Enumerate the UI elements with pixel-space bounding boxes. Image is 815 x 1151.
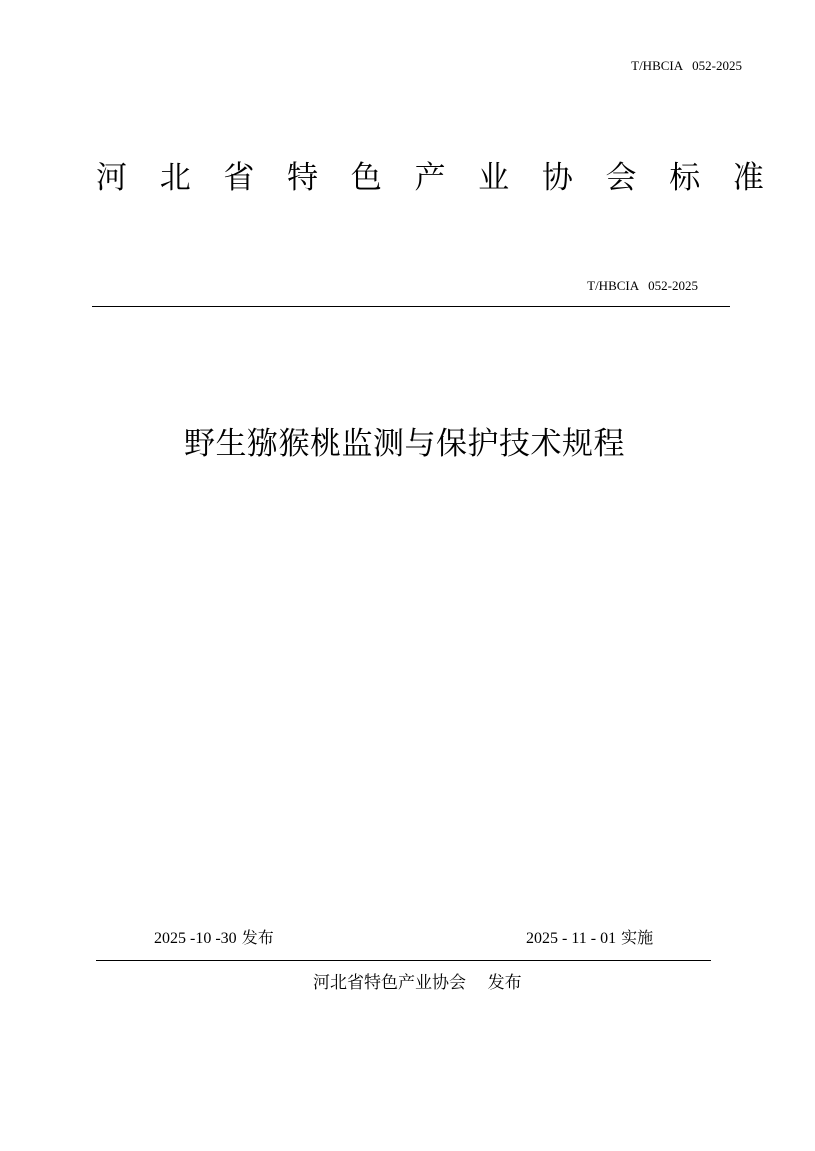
heading-char: 产: [414, 160, 446, 196]
footer-divider: [96, 960, 711, 961]
heading-char: 协: [541, 160, 573, 196]
heading-char: 特: [287, 160, 319, 196]
publisher-name: 河北省特色产业协会: [313, 973, 466, 993]
header-divider: [92, 306, 730, 307]
heading-char: 北: [159, 160, 191, 196]
publisher-line: [313, 968, 522, 993]
document-title: 野生猕猴桃监测与保护技术规程: [184, 426, 625, 462]
heading-char: 色: [350, 160, 382, 196]
issue-label: 发布: [241, 928, 274, 947]
standard-number: T/HBCIA 052-2025: [587, 278, 698, 293]
heading-char: 业: [478, 160, 510, 196]
standard-category-heading: [96, 158, 764, 198]
header-standard-code: T/HBCIA 052-2025: [631, 58, 742, 73]
document-title-wrapper: [0, 422, 815, 466]
heading-char: 会: [605, 160, 637, 196]
heading-char: 准: [732, 160, 764, 196]
effective-date-line: [526, 925, 653, 948]
effective-label: 实施: [621, 928, 654, 947]
heading-char: 河: [96, 160, 127, 196]
heading-char: 省: [223, 160, 255, 196]
publisher-label: 发布: [487, 973, 522, 993]
effective-date: 2025 - 11 - 01: [526, 930, 617, 947]
issue-date-line: [154, 925, 274, 948]
heading-char: 标: [669, 160, 701, 196]
issue-date: 2025 -10 -30: [154, 930, 237, 947]
